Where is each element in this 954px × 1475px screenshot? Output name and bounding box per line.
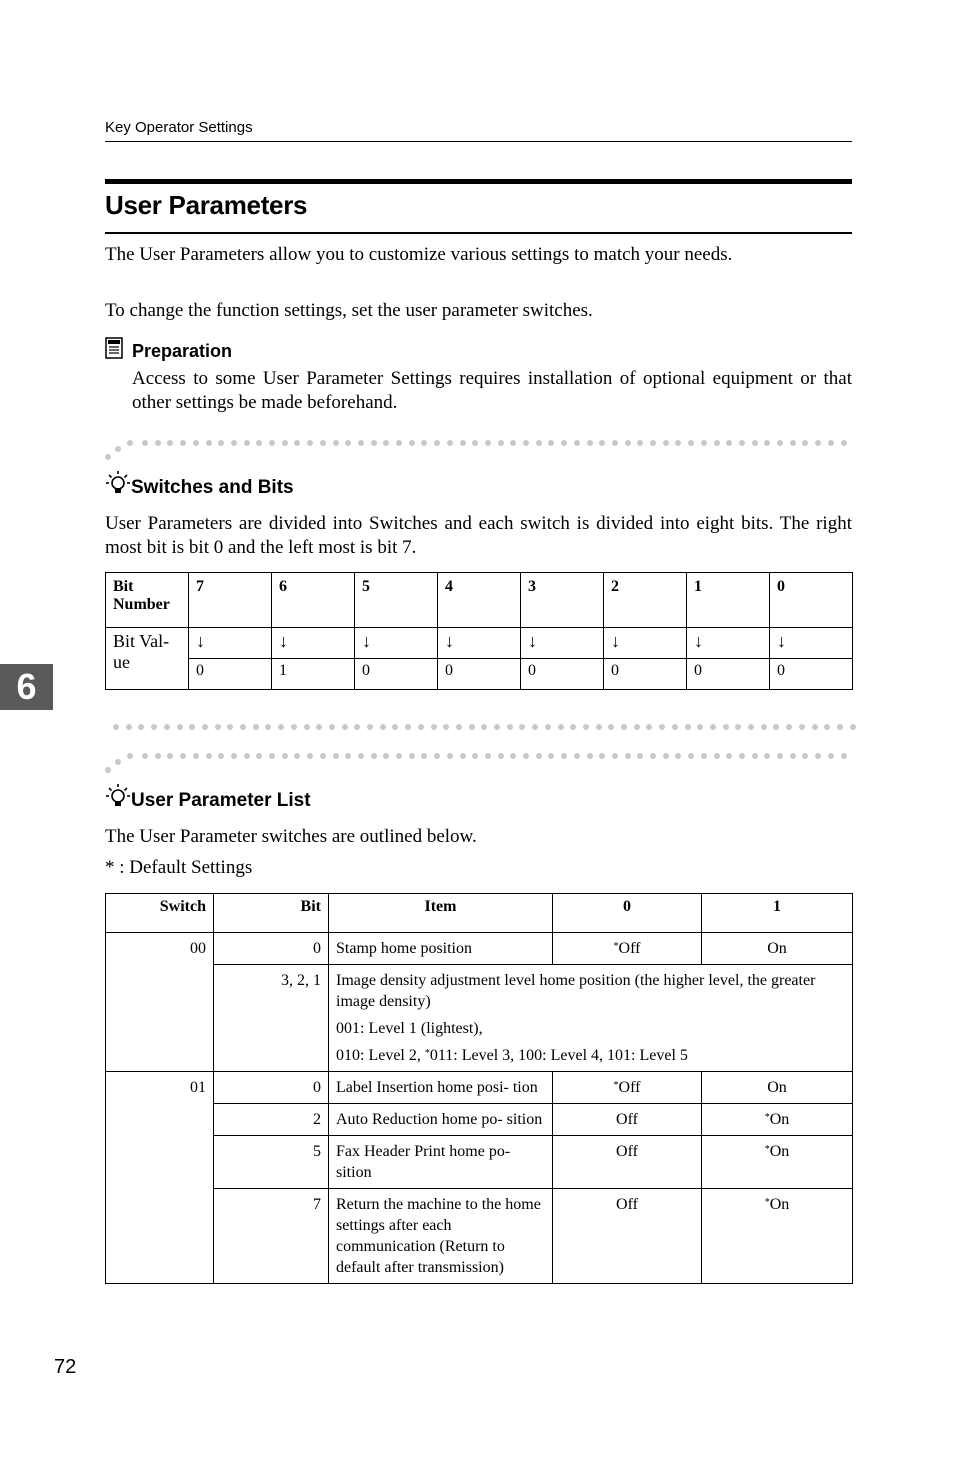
separator-dot (231, 440, 237, 446)
arrow-down-icon: ↓ (438, 628, 521, 659)
separator-dot (701, 440, 707, 446)
arrow-down-icon: ↓ (189, 628, 272, 659)
bit-value-cell: 0 (770, 659, 853, 690)
separator-dot (380, 724, 386, 730)
separator-dot (599, 440, 605, 446)
separator-dot (460, 753, 466, 759)
separator-dot (256, 440, 262, 446)
separator-dot (434, 753, 440, 759)
separator-dot (739, 440, 745, 446)
arrow-down-icon: ↓ (604, 628, 687, 659)
switches-bits-text: User Parameters are divided into Switches and each switch is divided into eight bits. The right most bit is bit 0 and the left most is bit 7. (105, 513, 852, 558)
lightbulb-icon (106, 783, 130, 811)
separator-dot (291, 724, 297, 730)
arrow-down-icon: ↓ (521, 628, 604, 659)
dotted-separator (105, 438, 852, 450)
separator-dot (127, 440, 133, 446)
running-header: Key Operator Settings (105, 119, 253, 136)
value-text: On (769, 1196, 790, 1213)
separator-dot (115, 759, 121, 765)
separator-dot (646, 724, 652, 730)
separator-dot (294, 440, 300, 446)
default-settings-note: * : Default Settings (105, 857, 253, 878)
separator-dot (675, 753, 681, 759)
separator-dot (244, 440, 250, 446)
arrow-down-icon: ↓ (687, 628, 770, 659)
preparation-heading: Preparation (132, 341, 233, 361)
col-header-bit: Bit (214, 894, 329, 933)
separator-dot (256, 753, 262, 759)
item-cell (329, 965, 853, 1072)
separator-dot (231, 753, 237, 759)
separator-dot (536, 753, 542, 759)
bit-cell: 0 (214, 933, 329, 965)
value-0-cell (553, 933, 702, 965)
separator-dot (354, 724, 360, 730)
separator-dot (431, 724, 437, 730)
separator-dot (333, 440, 339, 446)
separator-dot (723, 724, 729, 730)
preparation-text: Access to some User Parameter Settings requires installation of optional equipment or that other settings be made beforehand. (132, 368, 852, 413)
separator-dot (548, 753, 554, 759)
separator-dot (625, 753, 631, 759)
separator-dot (625, 440, 631, 446)
col-header-0: 0 (553, 894, 702, 933)
separator-dot (799, 724, 805, 730)
table-row (106, 1104, 853, 1136)
separator-dot (269, 753, 275, 759)
separator-dot (304, 724, 310, 730)
separator-dot (485, 440, 491, 446)
separator-dot (105, 767, 111, 773)
switches-bits-heading: Switches and Bits (131, 477, 294, 498)
separator-dot (510, 753, 516, 759)
separator-dot (126, 724, 132, 730)
separator-dot (748, 724, 754, 730)
separator-dot (409, 753, 415, 759)
item-cell: Return the machine to the home settings after each communication (Return to default after transmission) (329, 1189, 553, 1284)
separator-dot (447, 753, 453, 759)
table-row (106, 1072, 853, 1104)
separator-dot (532, 724, 538, 730)
value-text: On (769, 1143, 790, 1160)
header-rule (105, 141, 852, 142)
bit-number-cell: 6 (272, 573, 355, 628)
separator-dot (802, 440, 808, 446)
separator-dot (510, 440, 516, 446)
separator-dot (634, 724, 640, 730)
separator-dot (637, 753, 643, 759)
separator-dot (599, 753, 605, 759)
separator-dot (507, 724, 513, 730)
separator-dot (456, 724, 462, 730)
item-cell: Label Insertion home posi- tion (329, 1072, 553, 1104)
table-row (106, 1136, 853, 1189)
separator-dot (316, 724, 322, 730)
separator-dot (294, 753, 300, 759)
separator-dot (151, 724, 157, 730)
separator-dot (570, 724, 576, 730)
bit-value-header: Bit Val- ue (106, 628, 189, 690)
switch-cell: 00 (106, 933, 214, 1072)
separator-dot (841, 440, 847, 446)
separator-dot (320, 440, 326, 446)
separator-dot (659, 724, 665, 730)
bit-number-cell: 0 (770, 573, 853, 628)
page-title: User Parameters (105, 190, 308, 220)
parameter-table (105, 893, 853, 1284)
separator-dot (244, 753, 250, 759)
separator-dot (383, 440, 389, 446)
separator-dot (523, 440, 529, 446)
separator-dot (612, 753, 618, 759)
table-row (106, 1189, 853, 1284)
separator-dot (320, 753, 326, 759)
separator-dot (773, 724, 779, 730)
separator-dot (587, 440, 593, 446)
separator-dot (469, 724, 475, 730)
separator-dot (345, 440, 351, 446)
separator-dot (824, 724, 830, 730)
separator-dot (396, 753, 402, 759)
bit-cell: 5 (214, 1136, 329, 1189)
separator-dot (710, 724, 716, 730)
separator-dot (138, 724, 144, 730)
bit-cell: 0 (214, 1072, 329, 1104)
intro-paragraph-1: The User Parameters allow you to customize various settings to match your needs. (105, 244, 733, 265)
separator-dot (608, 724, 614, 730)
separator-dot (392, 724, 398, 730)
separator-dot (443, 724, 449, 730)
separator-dot (714, 440, 720, 446)
separator-dot (764, 753, 770, 759)
separator-dot (202, 724, 208, 730)
dotted-separator (105, 751, 852, 763)
separator-dot (701, 753, 707, 759)
title-rule (105, 232, 852, 234)
value-1-cell: On (702, 933, 853, 965)
arrow-down-icon: ↓ (272, 628, 355, 659)
bit-number-cell: 2 (604, 573, 687, 628)
separator-dot (545, 724, 551, 730)
separator-dot (193, 440, 199, 446)
separator-dot (714, 753, 720, 759)
separator-dot (115, 446, 121, 452)
separator-dot (815, 440, 821, 446)
separator-dot (612, 440, 618, 446)
separator-dot (164, 724, 170, 730)
separator-dot (498, 440, 504, 446)
separator-dot (672, 724, 678, 730)
bit-value-cell: 0 (521, 659, 604, 690)
separator-dot (663, 753, 669, 759)
level-line (336, 1045, 845, 1066)
separator-dot (536, 440, 542, 446)
separator-dot (105, 454, 111, 460)
separator-dot (841, 753, 847, 759)
separator-dot (434, 440, 440, 446)
separator-dot (215, 724, 221, 730)
separator-dot (675, 440, 681, 446)
level-text: 011: Level 3, 100: Level 4, 101: Level 5 (429, 1047, 688, 1064)
separator-dot (472, 440, 478, 446)
level-line: 001: Level 1 (lightest), (336, 1020, 483, 1037)
separator-dot (418, 724, 424, 730)
separator-dot (726, 440, 732, 446)
separator-dot (206, 753, 212, 759)
separator-dot (790, 753, 796, 759)
item-cell: Fax Header Print home po- sition (329, 1136, 553, 1189)
default-marker: * (764, 1112, 770, 1123)
separator-dot (498, 753, 504, 759)
bit-number-cell: 4 (438, 573, 521, 628)
separator-dot (342, 724, 348, 730)
separator-dot (167, 440, 173, 446)
separator-dot (485, 753, 491, 759)
preparation-icon (105, 337, 123, 359)
separator-dot (815, 753, 821, 759)
bit-value-cell: 0 (687, 659, 770, 690)
separator-dot (596, 724, 602, 730)
separator-dot (189, 724, 195, 730)
separator-dot (481, 724, 487, 730)
value-text: Off (618, 940, 641, 957)
separator-dot (167, 753, 173, 759)
separator-dot (383, 753, 389, 759)
bit-value-cell: 0 (189, 659, 272, 690)
separator-dot (828, 753, 834, 759)
item-cell: Stamp home position (329, 933, 553, 965)
bit-table (105, 572, 853, 690)
separator-dot (371, 753, 377, 759)
separator-dot (240, 724, 246, 730)
bit-cell: 2 (214, 1104, 329, 1136)
table-row (106, 933, 853, 965)
parameter-list-text: The User Parameter switches are outlined below. (105, 826, 477, 847)
separator-dot (218, 440, 224, 446)
bit-number-cell: 7 (189, 573, 272, 628)
bit-value-cell: 0 (604, 659, 687, 690)
separator-dot (828, 440, 834, 446)
separator-dot (142, 753, 148, 759)
separator-dot (193, 753, 199, 759)
separator-dot (650, 753, 656, 759)
separator-dot (278, 724, 284, 730)
separator-dot (786, 724, 792, 730)
bit-number-cell: 5 (355, 573, 438, 628)
separator-dot (850, 724, 856, 730)
value-0-cell (553, 1072, 702, 1104)
item-description: Image density adjustment level home position (the higher level, the greater image density) (336, 972, 816, 1010)
col-header-item: Item (329, 894, 553, 933)
default-marker: * (613, 1080, 619, 1091)
separator-dot (142, 440, 148, 446)
separator-dot (367, 724, 373, 730)
default-marker: * (764, 1144, 770, 1155)
arrow-down-icon: ↓ (355, 628, 438, 659)
lightbulb-icon (106, 470, 130, 498)
bit-number-header: Bit Number (106, 573, 189, 628)
separator-dot (282, 440, 288, 446)
separator-dot (127, 753, 133, 759)
separator-dot (472, 753, 478, 759)
bit-value-cell: 0 (438, 659, 521, 690)
table-row (106, 965, 853, 1072)
value-1-cell (702, 1189, 853, 1284)
chapter-tab: 6 (0, 664, 53, 710)
separator-dot (329, 724, 335, 730)
separator-dot (761, 724, 767, 730)
switch-cell: 01 (106, 1072, 214, 1284)
separator-dot (837, 724, 843, 730)
separator-dot (371, 440, 377, 446)
value-1-cell (702, 1104, 853, 1136)
separator-dot (688, 753, 694, 759)
separator-dot (345, 753, 351, 759)
level-text: 010: Level 2, (336, 1047, 425, 1064)
separator-dot (447, 440, 453, 446)
value-0-cell: Off (553, 1189, 702, 1284)
separator-dot (697, 724, 703, 730)
separator-dot (637, 440, 643, 446)
separator-dot (548, 440, 554, 446)
item-cell: Auto Reduction home po- sition (329, 1104, 553, 1136)
separator-dot (218, 753, 224, 759)
bit-value-cell: 0 (355, 659, 438, 690)
default-marker: * (764, 1197, 770, 1208)
separator-dot (460, 440, 466, 446)
value-text: Off (618, 1079, 641, 1096)
separator-dot (561, 440, 567, 446)
dotted-separator (105, 722, 852, 734)
bit-cell: 3, 2, 1 (214, 965, 329, 1072)
separator-dot (421, 753, 427, 759)
separator-dot (113, 724, 119, 730)
separator-dot (574, 753, 580, 759)
bit-cell: 7 (214, 1189, 329, 1284)
separator-dot (358, 440, 364, 446)
bit-number-cell: 3 (521, 573, 604, 628)
separator-dot (561, 753, 567, 759)
bit-number-cell: 1 (687, 573, 770, 628)
separator-dot (752, 440, 758, 446)
default-marker: * (613, 941, 619, 952)
value-0-cell: Off (553, 1104, 702, 1136)
separator-dot (663, 440, 669, 446)
separator-dot (253, 724, 259, 730)
intro-paragraph-2: To change the function settings, set the user parameter switches. (105, 300, 593, 321)
separator-dot (621, 724, 627, 730)
separator-dot (227, 724, 233, 730)
separator-dot (333, 753, 339, 759)
separator-dot (752, 753, 758, 759)
value-1-cell: On (702, 1072, 853, 1104)
page-number: 72 (54, 1356, 77, 1378)
separator-dot (421, 440, 427, 446)
arrow-down-icon: ↓ (770, 628, 853, 659)
value-0-cell: Off (553, 1136, 702, 1189)
separator-dot (409, 440, 415, 446)
separator-dot (177, 724, 183, 730)
separator-dot (206, 440, 212, 446)
separator-dot (180, 440, 186, 446)
separator-dot (688, 440, 694, 446)
separator-dot (587, 753, 593, 759)
separator-dot (735, 724, 741, 730)
separator-dot (265, 724, 271, 730)
separator-dot (558, 724, 564, 730)
separator-dot (777, 440, 783, 446)
separator-dot (155, 440, 161, 446)
separator-dot (574, 440, 580, 446)
parameter-list-heading: User Parameter List (131, 790, 311, 811)
separator-dot (155, 753, 161, 759)
separator-dot (269, 440, 275, 446)
separator-dot (764, 440, 770, 446)
value-text: On (769, 1111, 790, 1128)
bit-value-cell: 1 (272, 659, 355, 690)
separator-dot (358, 753, 364, 759)
separator-dot (180, 753, 186, 759)
separator-dot (519, 724, 525, 730)
separator-dot (812, 724, 818, 730)
separator-dot (282, 753, 288, 759)
col-header-switch: Switch (106, 894, 214, 933)
separator-dot (405, 724, 411, 730)
col-header-1: 1 (702, 894, 853, 933)
separator-dot (650, 440, 656, 446)
separator-dot (802, 753, 808, 759)
separator-dot (790, 440, 796, 446)
separator-dot (523, 753, 529, 759)
separator-dot (307, 440, 313, 446)
title-bar (105, 179, 852, 184)
default-marker: * (424, 1048, 430, 1059)
separator-dot (726, 753, 732, 759)
value-1-cell (702, 1136, 853, 1189)
separator-dot (583, 724, 589, 730)
separator-dot (777, 753, 783, 759)
separator-dot (739, 753, 745, 759)
separator-dot (494, 724, 500, 730)
separator-dot (685, 724, 691, 730)
separator-dot (396, 440, 402, 446)
separator-dot (307, 753, 313, 759)
